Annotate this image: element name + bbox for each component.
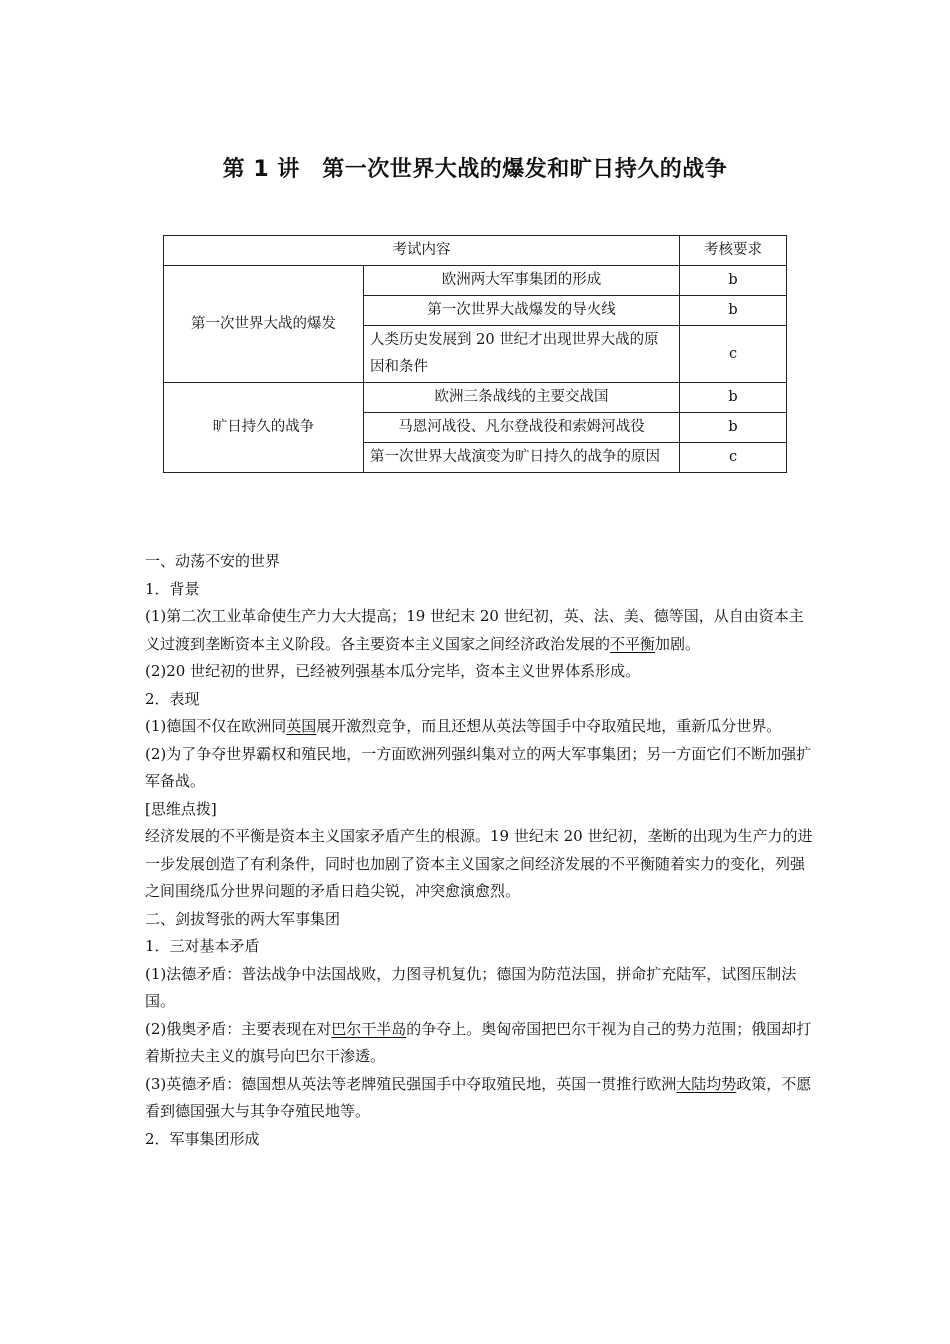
- underlined-term: 不平衡: [610, 634, 656, 653]
- table-header-row: [164, 236, 787, 266]
- tip-heading: [思维点拨]: [145, 799, 217, 818]
- text-span: (2)俄奥矛盾：主要表现在对: [145, 1019, 332, 1038]
- paragraph: [145, 603, 813, 658]
- level-cell: c: [680, 443, 787, 473]
- paragraph: [145, 1016, 813, 1071]
- text-span: 的争夺上。奥匈帝国把巴尔干视为自己的势力范围；俄国却打着斯拉夫主义的旗号向巴尔干渗透。: [145, 1019, 812, 1065]
- level-cell: b: [680, 266, 787, 296]
- section-heading: 二、剑拔弩张的两大军事集团: [145, 909, 341, 928]
- content-cell: 欧洲三条战线的主要交战国: [364, 383, 680, 413]
- group-name-cell: 第一次世界大战的爆发: [164, 266, 364, 383]
- level-cell: c: [680, 326, 787, 383]
- subsection-heading: 2．表现: [145, 689, 200, 708]
- group-name-cell: 旷日持久的战争: [164, 383, 364, 473]
- level-cell: b: [680, 383, 787, 413]
- level-cell: b: [680, 413, 787, 443]
- text-span: 展开激烈竞争，而且还想从英法等国手中夺取殖民地，重新瓜分世界。: [316, 717, 782, 735]
- underlined-term: 英国: [286, 717, 317, 735]
- subsection-heading: 2．军事集团形成: [145, 1129, 260, 1148]
- table-row: [164, 383, 787, 413]
- subsection-heading: 1．背景: [145, 579, 200, 598]
- tip-text: 经济发展的不平衡是资本主义国家矛盾产生的根源。19 世纪末 20 世纪初，垄断的出现为生产力的进一步发展创造了有利条件，同时也加剧了资本主义国家之间经济发展的不平衡随着实力的变化，列强之间围绕瓜分世界问题的矛盾日趋尖锐，冲突愈演愈烈。: [145, 827, 813, 900]
- table-row: [164, 266, 787, 296]
- text-span: 加剧。: [655, 634, 701, 653]
- content-cell: 马恩河战役、凡尔登战役和索姆河战役: [364, 413, 680, 443]
- header-requirement: 考核要求: [680, 236, 787, 266]
- paragraph: (2)为了争夺世界霸权和殖民地，一方面欧洲列强纠集对立的两大军事集团；另一方面它们不断加强扩军备战。: [145, 744, 812, 790]
- underlined-term: 巴尔干半岛: [331, 1019, 407, 1038]
- paragraph: (1)法德矛盾：普法战争中法国战败，力图寻机复仇；德国为防范法国，拼命扩充陆军，试图压制法国。: [145, 964, 797, 1010]
- text-span: (1)第二次工业革命使生产力大大提高；19 世纪末 20 世纪初，英、法、美、德等国，从自由资本主义过渡到垄断资本主义阶段。各主要资本主义国家之间经济政治发展的: [145, 607, 804, 653]
- level-cell: b: [680, 296, 787, 326]
- text-span: (1)德国不仅在欧洲同: [145, 717, 287, 735]
- paragraph: [145, 1071, 813, 1126]
- body-text: [145, 548, 813, 1153]
- paragraph: [145, 713, 813, 741]
- subsection-heading: 1．三对基本矛盾: [145, 937, 260, 955]
- section-heading: 一、动荡不安的世界: [145, 552, 281, 570]
- exam-requirements-table: [163, 235, 787, 473]
- content-cell: 第一次世界大战爆发的导火线: [364, 296, 680, 326]
- content-cell: 人类历史发展到 20 世纪才出现世界大战的原因和条件: [364, 326, 680, 383]
- header-exam-content: 考试内容: [164, 236, 680, 266]
- underlined-term: 大陆均势: [676, 1074, 737, 1093]
- text-span: 政策，不愿看到德国强大与其争夺殖民地等。: [145, 1074, 812, 1120]
- text-span: (3)英德矛盾：德国想从英法等老牌殖民强国手中夺取殖民地，英国一贯推行欧洲: [145, 1074, 677, 1093]
- paragraph: (2)20 世纪初的世界，已经被列强基本瓜分完毕，资本主义世界体系形成。: [145, 662, 641, 680]
- content-cell: 第一次世界大战演变为旷日持久的战争的原因: [364, 443, 680, 473]
- content-cell: 欧洲两大军事集团的形成: [364, 266, 680, 296]
- page-title: 第 1 讲 第一次世界大战的爆发和旷日持久的战争: [222, 157, 728, 182]
